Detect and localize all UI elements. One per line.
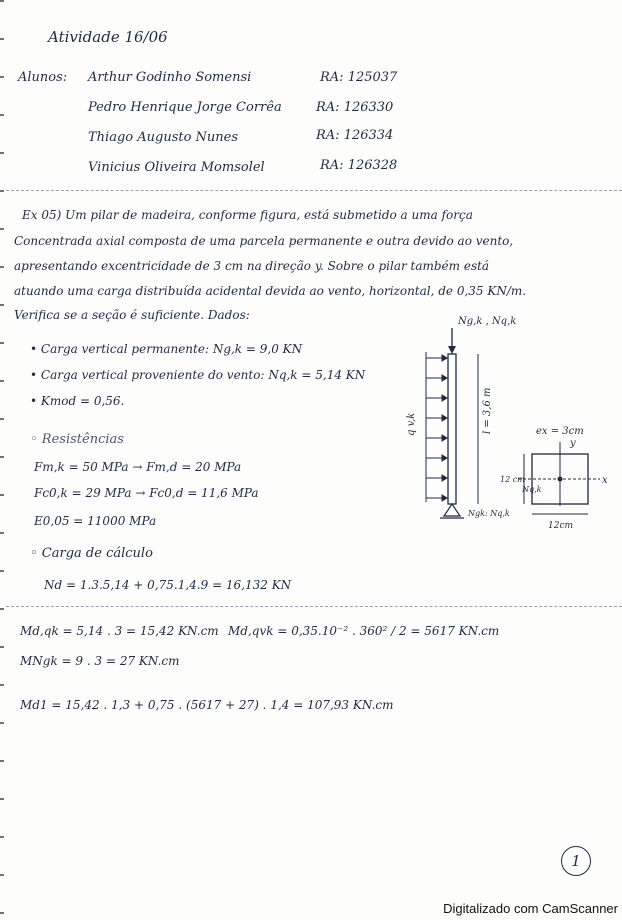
resistances-title: ◦ Resistências xyxy=(30,432,124,447)
margin-dots xyxy=(0,0,4,920)
student-name: Pedro Henrique Jorge Corrêa xyxy=(88,100,282,115)
y-axis-label: y xyxy=(570,438,576,449)
mdq-equation: Md,qk = 5,14 . 3 = 15,42 KN.cm xyxy=(20,624,219,638)
student-name: Arthur Godinho Somensi xyxy=(88,70,252,85)
column-figure xyxy=(400,306,622,542)
load-point xyxy=(558,477,563,482)
pin-support xyxy=(444,504,460,516)
student-name: Thiago Augusto Nunes xyxy=(88,130,239,145)
scanner-watermark: Digitalizado com CamScanner xyxy=(443,901,618,916)
side-dimension-label: 12 cm xyxy=(500,475,525,484)
md1-equation: Md1 = 15,42 . 1,3 + 0,75 . (5617 + 27) . 1,4 = 107,93 KN.cm xyxy=(20,698,394,712)
student-name: Vinicius Oliveira Momsolel xyxy=(88,160,265,175)
distributed-load-label: q v,k xyxy=(406,412,417,436)
height-label: l = 3,6 m xyxy=(482,387,493,434)
exercise-line: Concentrada axial composta de uma parcela permanente e outra devido ao vento, xyxy=(14,234,514,248)
data-line: • Carga vertical proveniente do vento: Nq,k = 5,14 KN xyxy=(30,368,366,382)
student-ra: RA: 126330 xyxy=(316,100,394,115)
nd-equation: Nd = 1.3.5,14 + 0,75.1,4.9 = 16,132 KN xyxy=(44,578,292,592)
data-line: • Carga vertical permanente: Ng,k = 9,0 KN xyxy=(30,342,303,356)
resistance-line: E0,05 = 11000 MPa xyxy=(34,514,157,528)
resistance-line: Fm,k = 50 MPa → Fm,d = 20 MPa xyxy=(34,460,242,474)
column xyxy=(448,354,456,504)
exercise-line: Verifica se a seção é suficiente. Dados: xyxy=(14,308,250,322)
bottom-dimension-label: 12cm xyxy=(548,521,574,531)
data-line: • Kmod = 0,56. xyxy=(30,394,125,408)
x-axis-label: x xyxy=(602,475,608,486)
point-label: Nq,k xyxy=(522,485,542,494)
resistance-line: Fc0,k = 29 MPa → Fc0,d = 11,6 MPa xyxy=(34,486,259,500)
student-ra: RA: 125037 xyxy=(320,70,398,85)
students-label: Alunos: xyxy=(18,70,68,85)
student-ra: RA: 126334 xyxy=(316,128,394,143)
divider xyxy=(6,606,622,607)
mngk-equation: MNgk = 9 . 3 = 27 KN.cm xyxy=(20,654,180,668)
eccentricity-label: ex = 3cm xyxy=(536,426,584,437)
mdqv-equation: Md,qvk = 0,35.10⁻² . 360² / 2 = 5617 KN.cm xyxy=(228,624,500,638)
bottom-load-label: Ngk: Nq,k xyxy=(468,509,510,518)
student-ra: RA: 126328 xyxy=(320,158,398,173)
page-title: Atividade 16/06 xyxy=(48,28,168,46)
exercise-line: atuando uma carga distribuída acidental devida ao vento, horizontal, de 0,35 KN/m. xyxy=(14,284,527,298)
exercise-line: apresentando excentricidade de 3 cm na direção y. Sobre o pilar também está xyxy=(14,259,490,273)
exercise-line: Ex 05) Um pilar de madeira, conforme figura, está submetido a uma força xyxy=(22,208,473,222)
axial-load-arrowhead xyxy=(448,346,456,354)
page-number: 1 xyxy=(561,846,591,876)
axial-load-label: Ng,k , Nq,k xyxy=(458,316,517,327)
distributed-load-arrows xyxy=(426,355,447,501)
divider xyxy=(6,190,622,191)
calc-title: ◦ Carga de cálculo xyxy=(30,546,153,561)
